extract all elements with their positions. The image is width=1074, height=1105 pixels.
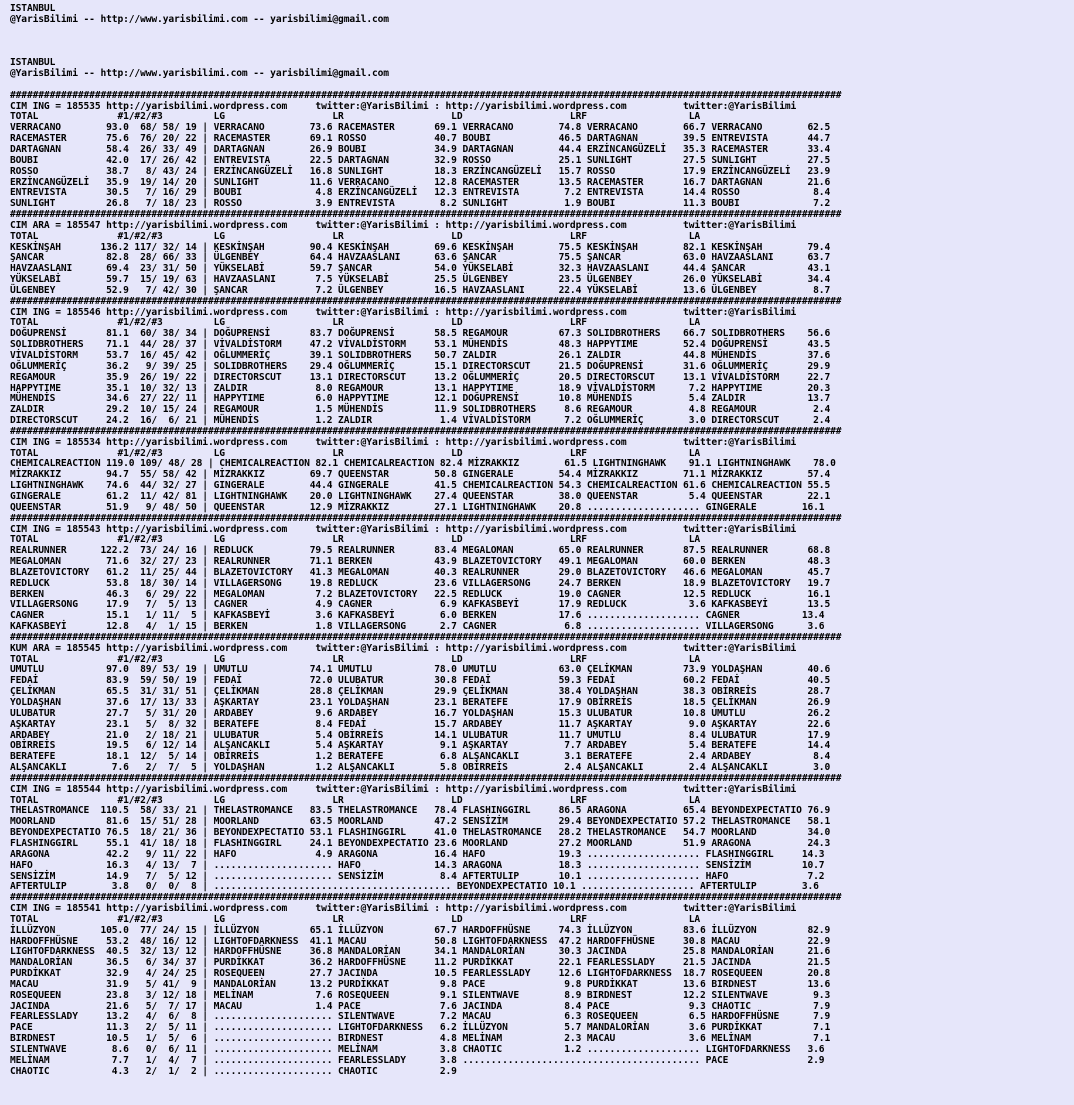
horse-row: CHEMICALREACTION 119.0 109/ 48/ 28 | CHEMICALREACTION 82.1 CHEMICALREACTION 82.4 MİZRAKKIZ 61.5 LIGHTNINGHAWK 91.1 LIGHTNINGHAWK 78.0 [10, 458, 836, 470]
city-title: ISTANBUL [10, 3, 56, 14]
horse-row: REALRUNNER 122.2 73/ 24/ 16 | REDLUCK 79.5 REALRUNNER 83.4 MEGALOMAN 65.0 REALRUNNER 87.5 REALRUNNER 68.8 [10, 545, 831, 557]
column-headers: TOTAL #1/#2/#3 LG LR LD LRF LA [10, 230, 701, 242]
horse-row: AFTERTULIP 3.8 0/ 0/ 8 | .......................................... BEYONDEXPECTATIO 10.1 .................... AFTERTULIP 3.6 [10, 881, 819, 893]
race-header: KUM ARA = 185545 http://yarisbilimi.wordpress.com twitter:@YarisBilimi : http://yarisbilimi.wordpress.com twitter:@YarisBilimi [10, 642, 797, 654]
horse-row: SUNLIGHT 26.8 7/ 18/ 23 | ROSSO 3.9 ENTREVISTA 8.2 SUNLIGHT 1.9 BOUBI 11.3 BOUBI 7.2 [10, 198, 831, 210]
horse-row: YOLDAŞHAN 37.6 17/ 13/ 33 | AŞKARTAY 23.1 YOLDAŞHAN 23.1 BERATEFE 17.9 OBİRREİS 18.5 ÇELİKMAN 26.9 [10, 697, 831, 708]
horse-row: FEARLESSLADY 13.2 4/ 6/ 8 | ..................... SILENTWAVE 7.2 MACAU 6.3 ROSEQUEEN 6.5 HARDOFFHÜSNE 7.9 [10, 1011, 831, 1023]
horse-row: OĞLUMMERİÇ 36.2 9/ 39/ 25 | SOLIDBROTHERS 29.4 OĞLUMMERİÇ 15.1 DIRECTORSCUT 21.5 DOĞUPRENSİ 31.6 OĞLUMMERİÇ 29.9 [10, 360, 831, 372]
race-header: CIM ING = 185543 http://yarisbilimi.wordpress.com twitter:@YarisBilimi : http://yarisbilimi.wordpress.com twitter:@YarisBilimi [10, 523, 797, 535]
horse-row: BERATEFE 18.1 12/ 5/ 14 | OBİRREİS 1.2 BERATEFE 6.8 ALŞANCAKLI 3.1 BERATEFE 2.4 ARDABEY 8.4 [10, 751, 831, 763]
column-headers: TOTAL #1/#2/#3 LG LR LD LRF LA [10, 447, 701, 459]
horse-row: BLAZETOVICTORY 61.2 11/ 25/ 44 | BLAZETOVICTORY 41.3 MEGALOMAN 40.3 REALRUNNER 29.0 BLAZETOVICTORY 46.6 MEGALOMAN 45.7 [10, 566, 831, 578]
horse-row: ENTREVISTA 30.5 7/ 16/ 29 | BOUBI 4.8 ERZİNCANGÜZELİ 12.3 ENTREVISTA 7.2 ENTREVISTA 14.4 ROSSO 8.4 [10, 187, 831, 199]
horse-row: ROSSO 38.7 8/ 43/ 24 | ERZİNCANGÜZELİ 16.8 SUNLIGHT 18.3 ERZİNCANGÜZELİ 15.7 ROSSO 17.9 ERZİNCANGÜZELİ 23.9 [10, 165, 831, 177]
blank-line [10, 47, 1074, 58]
section-separator: ################################################################################################################################################### [10, 512, 842, 524]
city-title: ISTANBUL [10, 57, 56, 69]
horse-row: QUEENSTAR 51.9 9/ 48/ 50 | QUEENSTAR 12.9 MİZRAKKIZ 27.1 LIGHTNINGHAWK 20.8 .................... GINGERALE 16.1 [10, 501, 825, 513]
horse-row: MANDALORİAN 36.5 6/ 34/ 37 | PURDİKKAT 36.2 HARDOFFHÜSNE 11.2 PURDİKKAT 22.1 FEARLESSLADY 21.5 JACINDA 21.5 [10, 957, 831, 969]
horse-row: ÜLGENBEY 52.9 7/ 42/ 30 | ŞANCAR 7.2 ÜLGENBEY 16.5 HAVZAASLANI 22.4 YÜKSELABİ 13.6 ÜLGENBEY 8.7 [10, 284, 831, 296]
horse-row: RACEMASTER 75.6 76/ 20/ 22 | RACEMASTER 69.1 ROSSO 40.7 BOUBI 46.5 DARTAGNAN 39.5 ENTREVISTA 44.7 [10, 133, 831, 145]
blank-line [10, 26, 1074, 37]
horse-row: BERKEN 46.3 6/ 29/ 22 | MEGALOMAN 7.2 BLAZETOVICTORY 22.5 REDLUCK 19.0 CAGNER 12.5 REDLUCK 16.1 [10, 588, 831, 600]
horse-row: DOĞUPRENSİ 81.1 60/ 38/ 34 | DOĞUPRENSİ 83.7 DOĞUPRENSİ 58.5 REGAMOUR 67.3 SOLIDBROTHERS 66.7 SOLIDBROTHERS 56.6 [10, 328, 831, 340]
section-separator: ################################################################################################################################################### [10, 209, 842, 221]
column-headers: TOTAL #1/#2/#3 LG LR LD LRF LA [10, 534, 701, 546]
horse-row: PACE 11.3 2/ 5/ 11 | ..................... LIGHTOFDARKNESS 6.2 İLLÜZYON 5.7 MANDALORİAN 3.6 PURDİKKAT 7.1 [10, 1022, 831, 1034]
horse-row: GINGERALE 61.2 11/ 42/ 81 | LIGHTNINGHAWK 20.0 LIGHTNINGHAWK 27.4 QUEENSTAR 38.0 QUEENSTAR 5.4 QUEENSTAR 22.1 [10, 490, 831, 502]
horse-row: MEGALOMAN 71.6 32/ 27/ 23 | REALRUNNER 71.1 BERKEN 43.9 BLAZETOVICTORY 49.1 MEGALOMAN 60.0 BERKEN 48.3 [10, 556, 831, 568]
horse-row: PURDİKKAT 32.9 4/ 24/ 25 | ROSEQUEEN 27.7 JACINDA 10.5 FEARLESSLADY 12.6 LIGHTOFDARKNESS 18.7 ROSEQUEEN 20.8 [10, 968, 831, 980]
horse-row: MÜHENDİS 34.6 27/ 22/ 11 | HAPPYTIME 6.0 HAPPYTIME 12.1 DOĞUPRENSİ 10.8 MÜHENDİS 5.4 ZALDIR 13.7 [10, 393, 831, 405]
horse-row: MOORLAND 81.6 15/ 51/ 28 | MOORLAND 63.5 MOORLAND 47.2 SENSİZİM 29.4 BEYONDEXPECTATIO 57.2 THELASTROMANCE 58.1 [10, 816, 831, 828]
horse-row: FLASHINGGIRL 55.1 41/ 18/ 18 | FLASHINGGIRL 24.1 BEYONDEXPECTATIO 23.6 MOORLAND 27.2 MOORLAND 51.9 ARAGONA 24.3 [10, 837, 831, 849]
horse-row: HAPPYTIME 35.1 10/ 32/ 13 | ZALDIR 8.0 REGAMOUR 13.1 HAPPYTIME 18.9 VİVALDİSTORM 7.2 HAPPYTIME 20.3 [10, 382, 831, 394]
site-credit: @YarisBilimi -- http://www.yarisbilimi.com -- yarisbilimi@gmail.com [10, 13, 389, 25]
section-separator: ################################################################################################################################################### [10, 89, 842, 101]
horse-row: CAGNER 15.1 1/ 11/ 5 | KAFKASBEYİ 3.6 KAFKASBEYİ 6.0 BERKEN 17.6 .................... CAGNER 13.4 [10, 610, 825, 622]
horse-row: İLLÜZYON 105.0 77/ 24/ 15 | İLLÜZYON 65.1 İLLÜZYON 67.7 HARDOFFHÜSNE 74.3 İLLÜZYON 83.6 İLLÜZYON 82.9 [10, 924, 831, 936]
section-separator: ################################################################################################################################################### [10, 892, 842, 904]
horse-row: LIGHTNINGHAWK 74.6 44/ 32/ 27 | GINGERALE 44.4 GINGERALE 41.5 CHEMICALREACTION 54.3 CHEMICALREACTION 61.6 CHEMICALREACTION 55.5 [10, 480, 831, 492]
horse-row: UMUTLU 97.0 89/ 53/ 19 | UMUTLU 74.1 UMUTLU 78.0 UMUTLU 63.0 ÇELİKMAN 73.9 YOLDAŞHAN 40.6 [10, 664, 831, 676]
horse-row: ALŞANCAKLI 7.6 2/ 7/ 5 | YOLDAŞHAN 1.2 ALŞANCAKLI 5.8 OBİRREİS 2.4 ALŞANCAKLI 2.4 ALŞANCAKLI 3.0 [10, 762, 831, 774]
horse-row: SENSİZİM 14.9 7/ 5/ 12 | ..................... SENSİZİM 8.4 AFTERTULIP 10.1 .................... HAFO 7.2 [10, 870, 825, 882]
horse-row: SILENTWAVE 8.6 0/ 6/ 11 | ..................... MELİNAM 3.8 CHAOTIC 1.2 .................... LIGHTOFDARKNESS 3.6 [10, 1044, 825, 1055]
horse-row: YÜKSELABİ 59.7 15/ 19/ 63 | HAVZAASLANI 7.5 YÜKSELABİ 25.5 ÜLGENBEY 23.5 ÜLGENBEY 26.0 YÜKSELABİ 34.4 [10, 274, 831, 286]
horse-row: MELİNAM 7.7 1/ 4/ 7 | ..................... FEARLESSLADY 3.8 .......................................... PACE 2.9 [10, 1054, 825, 1066]
horse-row: HARDOFFHÜSNE 53.2 48/ 16/ 12 | LIGHTOFDARKNESS 41.1 MACAU 50.8 LIGHTOFDARKNESS 47.2 HARDOFFHÜSNE 30.8 MACAU 22.9 [10, 935, 831, 947]
horse-row: SOLIDBROTHERS 71.1 44/ 28/ 37 | VİVALDİSTORM 47.2 VİVALDİSTORM 53.1 MÜHENDİS 48.3 HAPPYTIME 52.4 DOĞUPRENSİ 43.5 [10, 339, 831, 351]
horse-row: ZALDIR 29.2 10/ 15/ 24 | REGAMOUR 1.5 MÜHENDİS 11.9 SOLIDBROTHERS 8.6 REGAMOUR 4.8 REGAMOUR 2.4 [10, 404, 831, 416]
horse-row: JACINDA 21.6 5/ 7/ 17 | MACAU 1.4 PACE 7.6 JACINDA 8.4 PACE 9.3 CHAOTIC 7.9 [10, 1000, 831, 1012]
horse-row: DARTAGNAN 58.4 26/ 33/ 49 | DARTAGNAN 26.9 BOUBI 34.9 DARTAGNAN 44.4 ERZİNCANGÜZELİ 35.3 RACEMASTER 33.4 [10, 143, 831, 155]
horse-row: AŞKARTAY 23.1 5/ 8/ 32 | BERATEFE 8.4 FEDAİ 15.7 ARDABEY 11.7 AŞKARTAY 9.0 AŞKARTAY 22.6 [10, 718, 831, 730]
horse-row: CHAOTIC 4.3 2/ 1/ 2 | ..................... CHAOTIC 2.9 [10, 1065, 457, 1077]
race-header: CIM ING = 185546 http://yarisbilimi.wordpress.com twitter:@YarisBilimi : http://yarisbilimi.wordpress.com twitter:@YarisBilimi [10, 306, 797, 318]
column-headers: TOTAL #1/#2/#3 LG LR LD LRF LA [10, 794, 701, 806]
race-header: CIM ING = 185544 http://yarisbilimi.wordpress.com twitter:@YarisBilimi : http://yarisbilimi.wordpress.com twitter:@YarisBilimi [10, 783, 797, 795]
horse-row: OBİRREİS 19.5 6/ 12/ 14 | ALŞANCAKLI 5.4 AŞKARTAY 9.1 AŞKARTAY 7.7 ARDABEY 5.4 BERATEFE 14.4 [10, 740, 831, 752]
horse-row: MACAU 31.9 5/ 41/ 9 | MANDALORİAN 13.2 PURDİKKAT 9.8 PACE 9.8 PURDİKKAT 13.6 BIRDNEST 13.6 [10, 978, 831, 990]
horse-row: ROSEQUEEN 23.8 3/ 12/ 18 | MELİNAM 7.6 ROSEQUEEN 9.1 SILENTWAVE 8.9 BIRDNEST 12.2 SILENTWAVE 9.3 [10, 989, 831, 1001]
column-headers: TOTAL #1/#2/#3 LG LR LD LRF LA [10, 111, 701, 123]
section-separator: ################################################################################################################################################### [10, 425, 842, 437]
section-separator: ################################################################################################################################################### [10, 295, 842, 307]
horse-row: VERRACANO 93.0 68/ 58/ 19 | VERRACANO 73.6 RACEMASTER 69.1 VERRACANO 74.8 VERRACANO 66.7 VERRACANO 62.5 [10, 122, 831, 134]
horse-row: BEYONDEXPECTATIO 76.5 18/ 21/ 36 | BEYONDEXPECTATIO 53.1 FLASHINGGIRL 41.0 THELASTROMANCE 28.2 THELASTROMANCE 54.7 MOORLAND 34.0 [10, 827, 831, 839]
horse-row: MİZRAKKIZ 94.7 55/ 58/ 42 | MİZRAKKIZ 69.7 QUEENSTAR 50.8 GINGERALE 54.4 MİZRAKKIZ 71.1 MİZRAKKIZ 57.4 [10, 469, 831, 481]
section-separator: ################################################################################################################################################### [10, 631, 842, 643]
horse-row: KAFKASBEYİ 12.8 4/ 1/ 15 | BERKEN 1.8 VILLAGERSONG 2.7 CAGNER 6.8 .................... VILLAGERSONG 3.6 [10, 621, 825, 633]
horse-row: LIGHTOFDARKNESS 40.5 32/ 13/ 12 | HARDOFFHÜSNE 36.8 MANDALORİAN 34.1 MANDALORİAN 30.3 JACINDA 25.8 MANDALORİAN 21.6 [10, 946, 831, 958]
horse-row: VİVALDİSTORM 53.7 16/ 45/ 42 | OĞLUMMERİÇ 39.1 SOLIDBROTHERS 50.7 ZALDIR 26.1 ZALDIR 44.8 MÜHENDİS 37.6 [10, 350, 831, 361]
horse-row: ARDABEY 21.0 2/ 18/ 21 | ULUBATUR 5.4 OBİRREİS 14.1 ULUBATUR 11.7 UMUTLU 8.4 ULUBATUR 17.9 [10, 729, 831, 741]
horse-row: HAVZAASLANI 69.4 23/ 31/ 50 | YÜKSELABİ 59.7 ŞANCAR 54.0 YÜKSELABİ 32.3 HAVZAASLANI 44.4 ŞANCAR 43.1 [10, 263, 831, 275]
horse-row: DIRECTORSCUT 24.2 16/ 6/ 21 | MÜHENDİS 1.2 ZALDIR 1.4 VİVALDİSTORM 7.2 OĞLUMMERİÇ 3.0 DIRECTORSCUT 2.4 [10, 415, 831, 427]
race-header: CIM ING = 185534 http://yarisbilimi.wordpress.com twitter:@YarisBilimi : http://yarisbilimi.wordpress.com twitter:@YarisBilimi [10, 436, 797, 448]
horse-row: REGAMOUR 35.9 26/ 19/ 22 | DIRECTORSCUT 13.1 DIRECTORSCUT 13.2 OĞLUMMERİÇ 20.5 DIRECTORSCUT 13.1 VİVALDİSTORM 22.7 [10, 371, 831, 383]
section-separator: ################################################################################################################################################### [10, 772, 842, 784]
horse-row: BIRDNEST 10.5 1/ 5/ 6 | ..................... BIRDNEST 4.8 MELİNAM 2.3 MACAU 3.6 MELİNAM 7.1 [10, 1033, 831, 1045]
horse-row: THELASTROMANCE 110.5 58/ 33/ 21 | THELASTROMANCE 83.5 THELASTROMANCE 78.4 FLASHINGGIRL 86.5 ARAGONA 65.4 BEYONDEXPECTATIO 76.9 [10, 805, 831, 817]
race-header: CIM ING = 185541 http://yarisbilimi.wordpress.com twitter:@YarisBilimi : http://yarisbilimi.wordpress.com twitter:@YarisBilimi [10, 903, 797, 915]
horse-row: FEDAİ 83.9 59/ 50/ 19 | FEDAİ 72.0 ULUBATUR 30.8 FEDAİ 59.3 FEDAİ 60.2 FEDAİ 40.5 [10, 675, 831, 687]
horse-row: BOUBI 42.0 17/ 26/ 42 | ENTREVISTA 22.5 DARTAGNAN 32.9 ROSSO 25.1 SUNLIGHT 27.5 SUNLIGHT 27.5 [10, 154, 831, 166]
horse-row: REDLUCK 53.8 18/ 30/ 14 | VILLAGERSONG 19.8 REDLUCK 23.6 VILLAGERSONG 24.7 BERKEN 18.9 BLAZETOVICTORY 19.7 [10, 577, 831, 589]
site-credit: @YarisBilimi -- http://www.yarisbilimi.com -- yarisbilimi@gmail.com [10, 68, 389, 80]
horse-row: VILLAGERSONG 17.9 7/ 5/ 13 | CAGNER 4.9 CAGNER 6.9 KAFKASBEYİ 17.9 REDLUCK 3.6 KAFKASBEYİ 13.5 [10, 599, 831, 611]
horse-row: HAFO 16.3 4/ 13/ 7 | ..................... HAFO 14.3 ARAGONA 18.3 .................... SENSİZİM 10.7 [10, 859, 825, 871]
horse-row: KESKİNŞAH 136.2 117/ 32/ 14 | KESKİNŞAH 90.4 KESKİNŞAH 69.6 KESKİNŞAH 75.5 KESKİNŞAH 82.1 KESKİNŞAH 79.4 [10, 241, 831, 253]
horse-row: ERZİNCANGÜZELİ 35.9 19/ 14/ 20 | SUNLIGHT 11.6 VERRACANO 12.8 RACEMASTER 13.5 RACEMASTER 16.7 DARTAGNAN 21.6 [10, 176, 831, 188]
column-headers: TOTAL #1/#2/#3 LG LR LD LRF LA [10, 653, 701, 665]
horse-row: ULUBATUR 27.7 5/ 31/ 20 | ARDABEY 9.6 ARDABEY 16.7 YOLDAŞHAN 15.3 ULUBATUR 10.8 UMUTLU 26.2 [10, 707, 831, 719]
horse-row: ŞANCAR 82.8 28/ 66/ 33 | ÜLGENBEY 64.4 HAVZAASLANI 63.6 ŞANCAR 75.5 ŞANCAR 63.0 HAVZAASLANI 63.7 [10, 252, 831, 264]
horse-row: ÇELİKMAN 65.5 31/ 31/ 51 | ÇELİKMAN 28.8 ÇELİKMAN 29.9 ÇELİKMAN 38.4 YOLDAŞHAN 38.3 OBİRREİS 28.7 [10, 686, 831, 698]
horse-row: ARAGONA 42.2 9/ 11/ 22 | HAFO 4.9 ARAGONA 16.4 HAFO 19.3 .................... FLASHINGGIRL 14.3 [10, 848, 825, 860]
column-headers: TOTAL #1/#2/#3 LG LR LD LRF LA [10, 317, 701, 329]
race-header: CIM ING = 185535 http://yarisbilimi.wordpress.com twitter:@YarisBilimi : http://yarisbilimi.wordpress.com twitter:@YarisBilimi [10, 100, 797, 112]
column-headers: TOTAL #1/#2/#3 LG LR LD LRF LA [10, 913, 701, 925]
race-header: CIM ARA = 185547 http://yarisbilimi.wordpress.com twitter:@YarisBilimi : http://yarisbilimi.wordpress.com twitter:@YarisBilimi [10, 219, 797, 231]
blank-line [10, 37, 1074, 48]
